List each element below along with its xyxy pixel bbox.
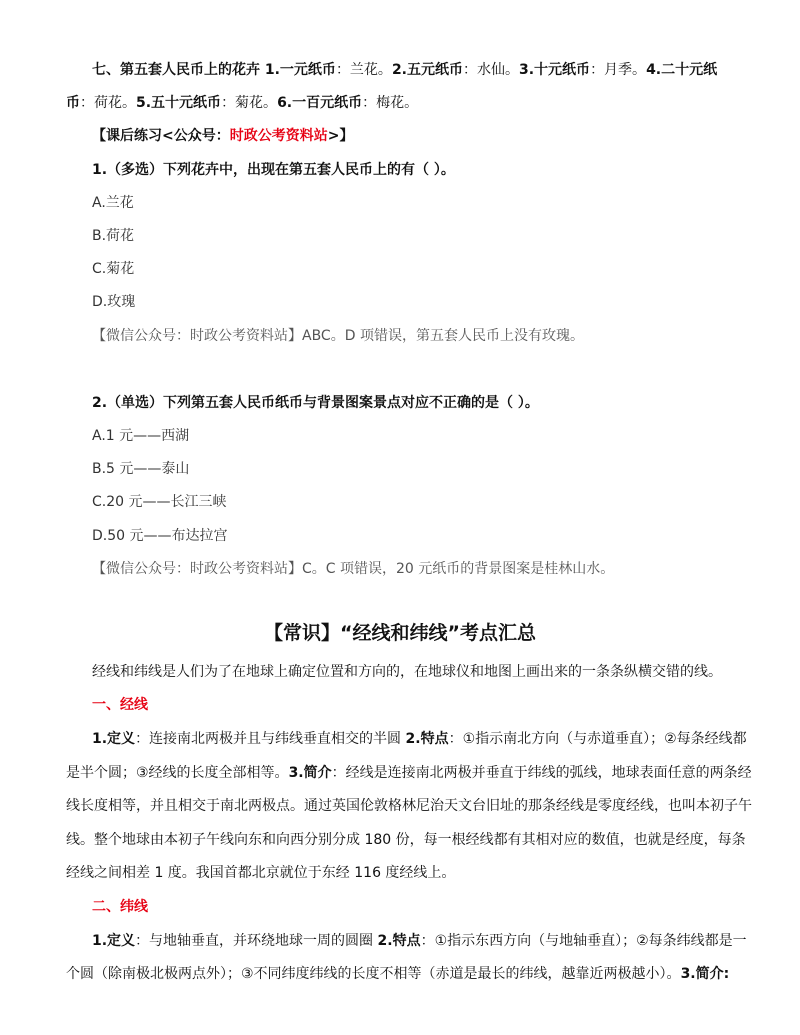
section-heading-latitude: 二、纬线 bbox=[92, 899, 148, 915]
question-1-answer: 【微信公众号：时政公考资料站】ABC。D 项错误，第五套人民币上没有玫瑰。 bbox=[92, 328, 584, 344]
question-1-option-b: B.荷花 bbox=[92, 228, 135, 244]
latitude-line-1: 1.定义：与地轴垂直，并环绕地球一周的圆圈 2.特点：①指示东西方向（与地轴垂直）；②每条纬线都是一 bbox=[92, 933, 747, 949]
longitude-line-5: 经线之间相差 1 度。我国首都北京就位于东经 116 度经线上。 bbox=[66, 865, 456, 881]
question-1-option-c: C.菊花 bbox=[92, 261, 135, 277]
latitude-line-2: 个圆（除南极北极两点外）；③不同纬度纬线的长度不相等（赤道是最长的纬线，越靠近两极越小）。3.简介: bbox=[66, 966, 730, 982]
question-2-option-d: D.50 元——布达拉宫 bbox=[92, 528, 228, 544]
longitude-line-2: 是半个圆；③经线的长度全部相等。3.简介：经线是连接南北两极并垂直于纬线的弧线，地球表面任意的两条经 bbox=[66, 765, 752, 781]
question-2-option-c: C.20 元——长江三峡 bbox=[92, 494, 227, 510]
exercise-source: 时政公考资料站 bbox=[229, 128, 328, 144]
section-heading-longitude: 一、经线 bbox=[92, 697, 148, 713]
question-2-option-b: B.5 元——泰山 bbox=[92, 461, 190, 477]
article-intro: 经线和纬线是人们为了在地球上确定位置和方向的，在地球仪和地图上画出来的一条条纵横交错的线。 bbox=[92, 664, 722, 680]
question-1-stem: 1.（多选）下列花卉中，出现在第五套人民币上的有（ ）。 bbox=[92, 162, 455, 178]
exercise-heading: 【课后练习<公众号：时政公考资料站>】 bbox=[92, 128, 354, 144]
question-2-option-a: A.1 元——西湖 bbox=[92, 428, 190, 444]
question-2-answer: 【微信公众号：时政公考资料站】C。C 项错误，20 元纸币的背景图案是桂林山水。 bbox=[92, 561, 615, 577]
longitude-line-4: 线。整个地球由本初子午线向东和向西分别分成 180 份，每一根经线都有其相对应的数值，也就是经度，每条 bbox=[66, 832, 746, 848]
article-title: 【常识】“经线和纬线”考点汇总 bbox=[264, 622, 536, 644]
section7-line2: 币：荷花。5.五十元纸币：菊花。6.一百元纸币：梅花。 bbox=[66, 95, 419, 111]
section7-heading: 七、第五套人民币上的花卉 bbox=[92, 62, 265, 78]
question-2-stem: 2.（单选）下列第五套人民币纸币与背景图案景点对应不正确的是（ ）。 bbox=[92, 395, 539, 411]
longitude-line-3: 线长度相等，并且相交于南北两极点。通过英国伦敦格林尼治天文台旧址的那条经线是零度经线，也叫本初子午 bbox=[66, 798, 752, 814]
question-1-option-d: D.玫瑰 bbox=[92, 294, 136, 310]
section7-line1: 七、第五套人民币上的花卉 1.一元纸币：兰花。2.五元纸币：水仙。3.十元纸币：月季。4.二十元纸 bbox=[92, 62, 718, 78]
longitude-line-1: 1.定义：连接南北两极并且与纬线垂直相交的半圆 2.特点：①指示南北方向（与赤道垂直）；②每条经线都 bbox=[92, 731, 747, 747]
question-1-option-a: A.兰花 bbox=[92, 195, 134, 211]
